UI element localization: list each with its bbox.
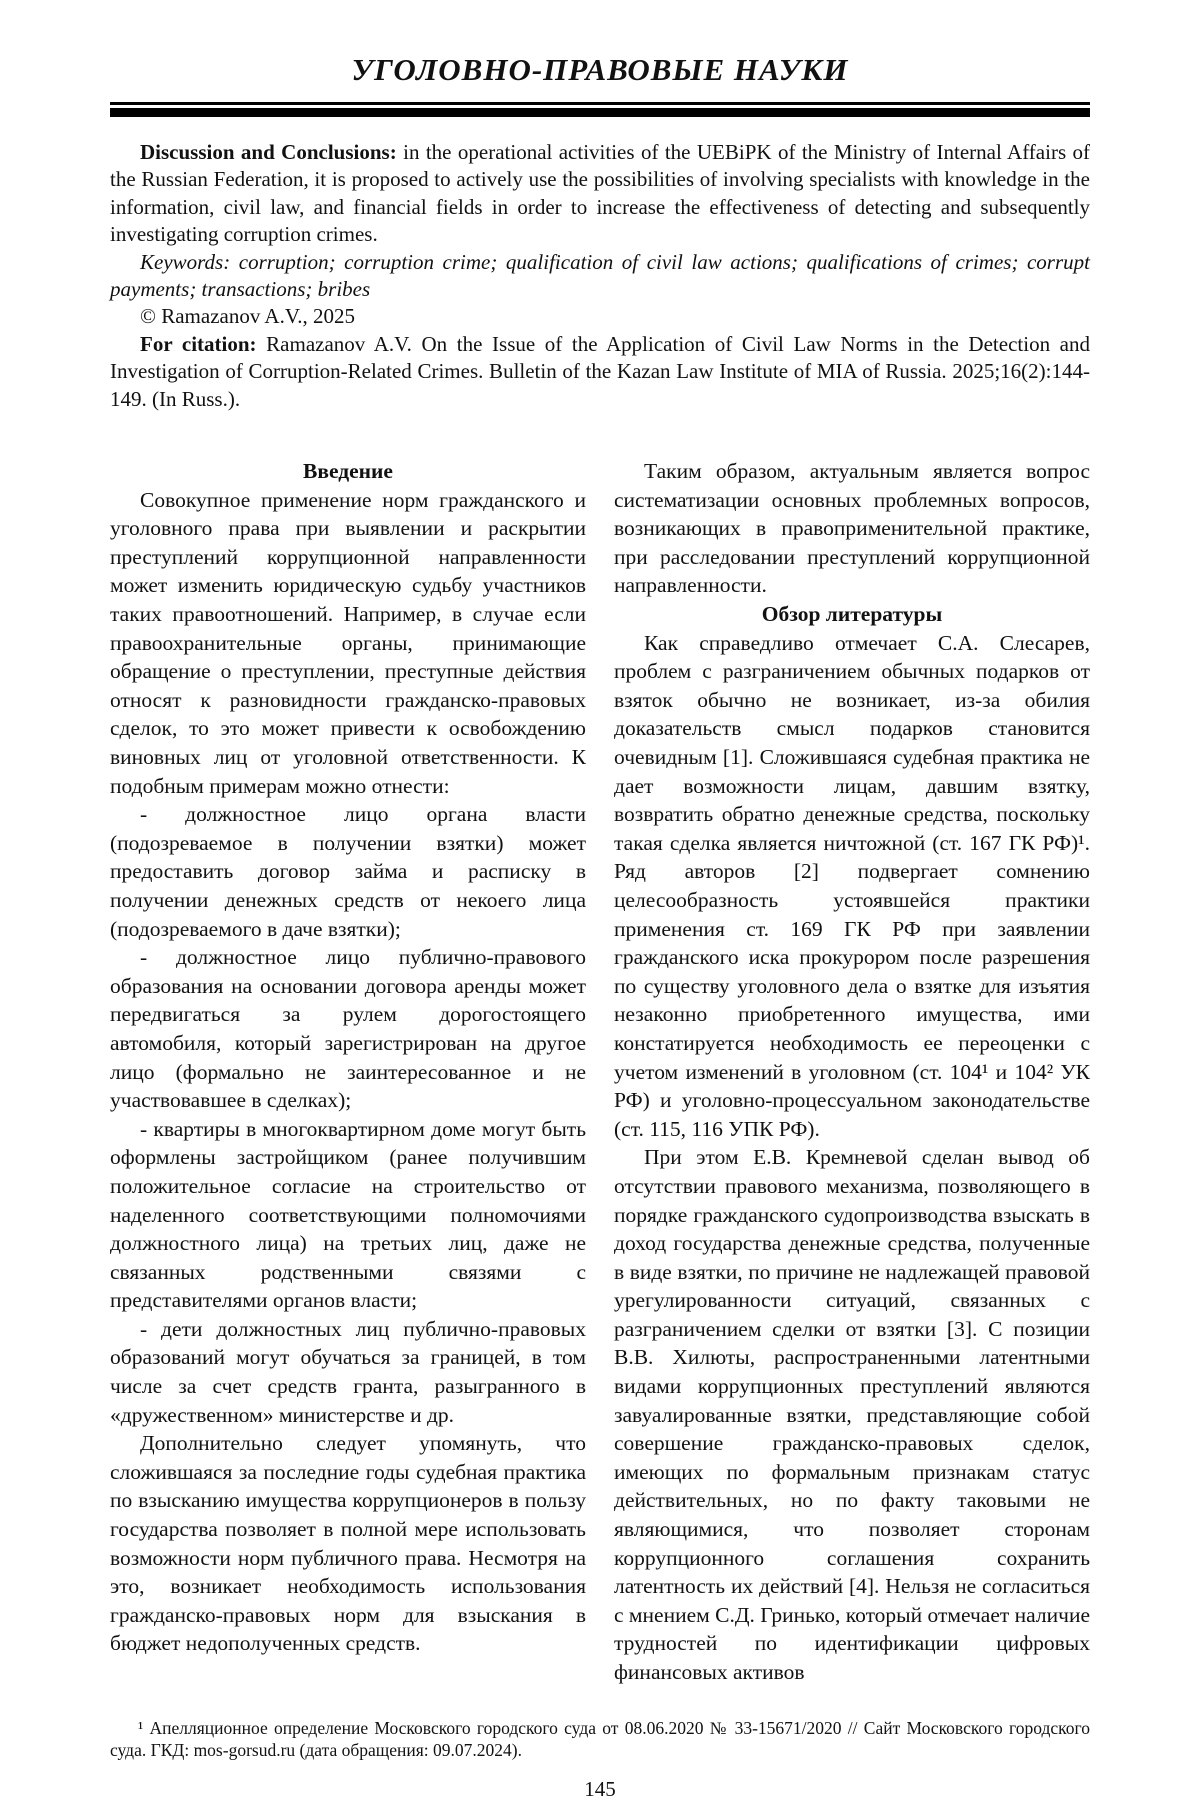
additional-paragraph: Дополнительно следует упомянуть, что сложившаяся за последние годы судебная практика по взысканию имущества коррупционеров в пользу государства позволяет в полной мере использовать возможности норм публичного права. Несмотря на это, возникает необходимость использования гражданско-правовых норм для взыскания в бюджет недополученных средств. (110, 1431, 586, 1656)
header-rule-thick (110, 108, 1090, 117)
intro-paragraph: Совокупное применение норм гражданского и уголовного права при выявлении и раскрытии преступлений коррупционной направленности может изменить юридическую судьбу участников таких правоотношений. Например, в случае если правоохранительные органы, принимающие обращение о преступлении, преступные действия относят к разновидности гражданско-правовых сделок, то это может привести к освобождению виновных лиц от уголовной ответственности. К подобным примерам можно отнести: (110, 487, 586, 798)
review-paragraph-2: При этом Е.В. Кремневой сделан вывод об отсутствии правового механизма, позволяющего в порядке гражданского судопроизводства взыскать в доход государства денежные средства, полученные в виде взятки, по причине не надлежащей правовой урегулированности ситуаций, связанных с разграничением сделки от взятки [3]. С позиции В.В. Хилюты, распространенными латентными видами коррупционных преступлений являются завуалированные взятки, представляющие собой совершение гражданско-правовых сделок, имеющих по формальным признакам статус действительных, но по факту таковыми не являющимися, что позволяет сторонам коррупционного соглашения сохранить латентность их действий [4]. Нельзя не согласиться с мнением С.Д. Гринько, который отмечает наличие трудностей по идентификации цифровых финансовых активов (614, 1145, 1090, 1684)
example-item-3: - квартиры в многоквартирном доме могут быть оформлены застройщиком (ранее получившим положительное согласие на строительство от наделенного соответствующими полномочиями должностного лица) на третьих лиц, даже не связанных родственными связями с представителями органов власти; (110, 1116, 586, 1313)
footnote-block (110, 1717, 1090, 1761)
section-header (110, 52, 1090, 117)
example-item-2: - должностное лицо публично-правового образования на основании договора аренды может передвигаться за рулем дорогостоящего автомобиля, который зарегистрирован на другое лицо (формально не заинтересованное и не участвовавшее в сделках); (110, 945, 586, 1113)
citation-label: For citation: (140, 331, 257, 356)
citation-paragraph (110, 331, 1090, 413)
introduction-heading: Введение (303, 459, 393, 484)
discussion-label: Discussion and Conclusions: (140, 140, 397, 164)
header-rule-thin (110, 102, 1090, 105)
copyright-line: © Ramazanov A.V., 2025 (140, 304, 356, 329)
literature-review-heading: Обзор литературы (761, 602, 943, 627)
footnote-text: ¹ Апелляционное определение Московского городского суда от 08.06.2020 № 33-15671/2020 // Сайт Московского городского суда. ГКД: mos-gorsud.ru (дата обращения: 09.07.2024). (110, 1717, 1090, 1760)
discussion-paragraph (110, 139, 1090, 249)
example-item-4: - дети должностных лиц публично-правовых образований могут обучаться за границей, в том числе за счет средств гранта, разыгранного в «дружественном» министерстве и др. (110, 1316, 586, 1427)
review-paragraph-1: Как справедливо отмечает С.А. Слесарев, проблем с разграничением обычных подарков от взяток обычно не возникает, из-за обилия доказательств смысл подарков становится очевидным [1]. Сложившаяся судебная практика не дает возможности лицам, давшим взятку, возвратить обратно денежные средства, поскольку такая сделка является ничтожной (ст. 167 ГК РФ)¹. Ряд авторов [2] подвергает сомнению целесообразность устоявшейся практики применения ст. 169 ГК РФ при заявлении гражданского иска прокурором после разрешения по существу уголовного дела о взятке для изъятия незаконно приобретенного имущества, ими констатируется необходимость ее переоценки с учетом изменений в уголовном (ст. 104¹ и 104² УК РФ) и уголовно-процессуальном законодательстве (ст. 115, 116 УПК РФ). (614, 630, 1090, 1141)
example-item-1: - должностное лицо органа власти (подозреваемое в получении взятки) может предоставить договор займа и расписку в получении денежных средств от некоего лица (подозреваемого в даче взятки); (110, 802, 586, 941)
keywords-paragraph: Keywords: corruption; corruption crime; qualification of civil law actions; qualifications of crimes; corrupt payments; transactions; bribes (110, 249, 1090, 302)
section-title: УГОЛОВНО-ПРАВОВЫЕ НАУКИ (351, 52, 849, 87)
summary-paragraph: Таким образом, актуальным является вопрос систематизации основных проблемных вопросов, возникающих в правоприменительной практике, при расследовании преступлений коррупционной направленности. (614, 459, 1090, 598)
page (110, 0, 1090, 1802)
abstract-block (110, 139, 1090, 413)
citation-text: Ramazanov A.V. On the Issue of the Application of Civil Law Norms in the Detection and Investigation of Corruption-Related Crimes. Bulletin of the Kazan Law Institute of MIA of Russia. 2025;16(2):144-149. (In Russ.). (110, 331, 1090, 411)
left-column (110, 457, 586, 1687)
article-body (110, 457, 1090, 1687)
right-column (614, 457, 1090, 1687)
page-number: 145 (584, 1776, 616, 1801)
discussion-text: in the operational activities of the UEBiPK of the Ministry of Internal Affairs of the Russian Federation, it is proposed to actively use the possibilities of involving specialists with knowledge in the information, civil law, and financial fields in order to increase the effectiveness of detecting and subsequently investigating corruption crimes. (110, 140, 1091, 247)
